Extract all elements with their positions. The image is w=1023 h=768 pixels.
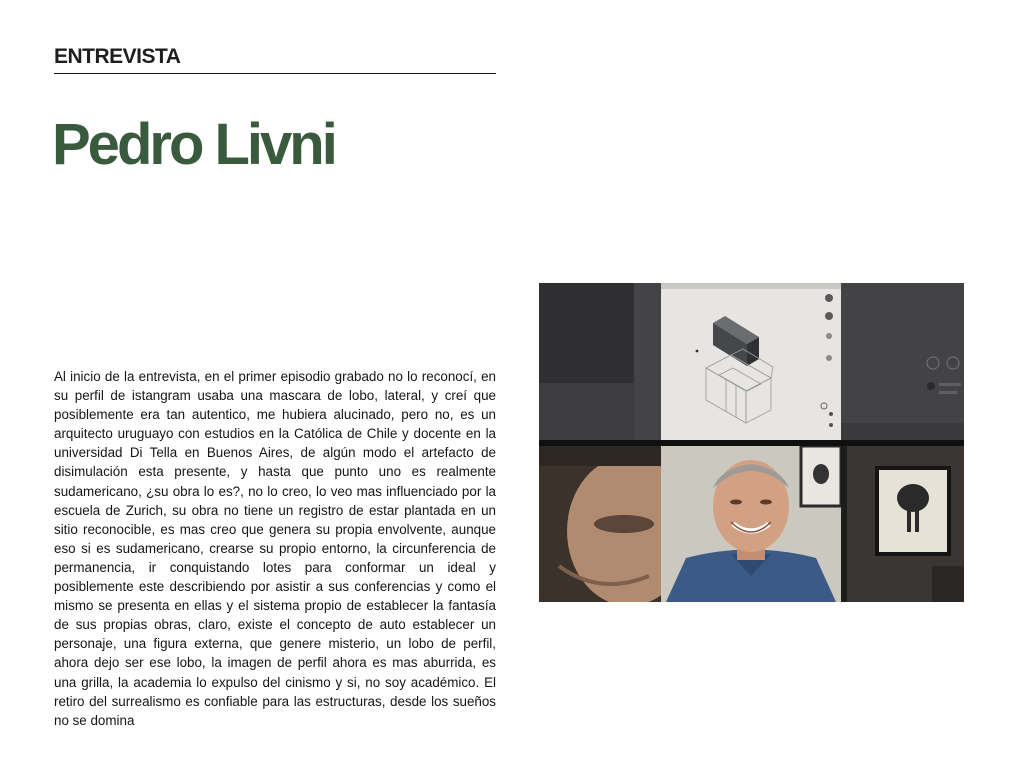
framed-artwork xyxy=(847,446,964,602)
article-title: Pedro Livni xyxy=(52,112,335,177)
faint-ui-overlay xyxy=(841,283,964,440)
video-tile-bottom-left xyxy=(539,446,661,602)
video-call-screenshot xyxy=(539,283,964,602)
video-tile-top-right xyxy=(841,283,964,440)
speaker-portrait xyxy=(661,446,841,602)
section-label: ENTREVISTA xyxy=(54,44,496,74)
article-body: Al inicio de la entrevista, en el primer episodio grabado no lo reconocí, en su perfil de istangram usaba una mascara de lobo, lateral, y creí que posiblemente era tan autentico, me hubiera alucinado, pero no, es un arquitecto uruguayo con estudios en la Católica de Chile y docente en la universidad Di Tella en Buenos Aires, de algún modo el artefacto de disimulación esta presente, y hasta que punto uno es realmente sudamericano, ¿su obra lo es?, no lo creo, lo veo mas influenciado por la escuela de Zurich, su obra no tiene un registro de estar plantada en un sitio reconocible, es mas creo que genera su propia envolvente, aunque eso si es sudamericano, crearse su propio entorno, la circunferencia de permanencia, ir conquistando lotes para conformar un ideal y posiblemente este describiendo por asistir a sus conferencias y como el mismo se presenta en ellas y el sistema propio de establecer la fantasía de sus propias obras, claro, existe el concepto de auto establecer un personaje, una figura externa, que genere misterio, un lobo de perfil, ahora dejo ser ese lobo, la imagen de perfil ahora es mas aburrida, es una grilla, la academia lo expulso del cinismo y si, no soy académico. El retiro del surrealismo es confiable para las estructuras, desde los sueños no se domina xyxy=(54,369,496,728)
shared-screen-tile xyxy=(661,283,841,440)
room-wall-shape xyxy=(539,283,661,440)
video-tile-bottom-right xyxy=(847,446,964,602)
speaker-video-tile xyxy=(661,446,841,602)
isometric-drawing xyxy=(661,283,841,440)
video-tile-top-left xyxy=(539,283,661,440)
close-up-face xyxy=(539,446,661,602)
